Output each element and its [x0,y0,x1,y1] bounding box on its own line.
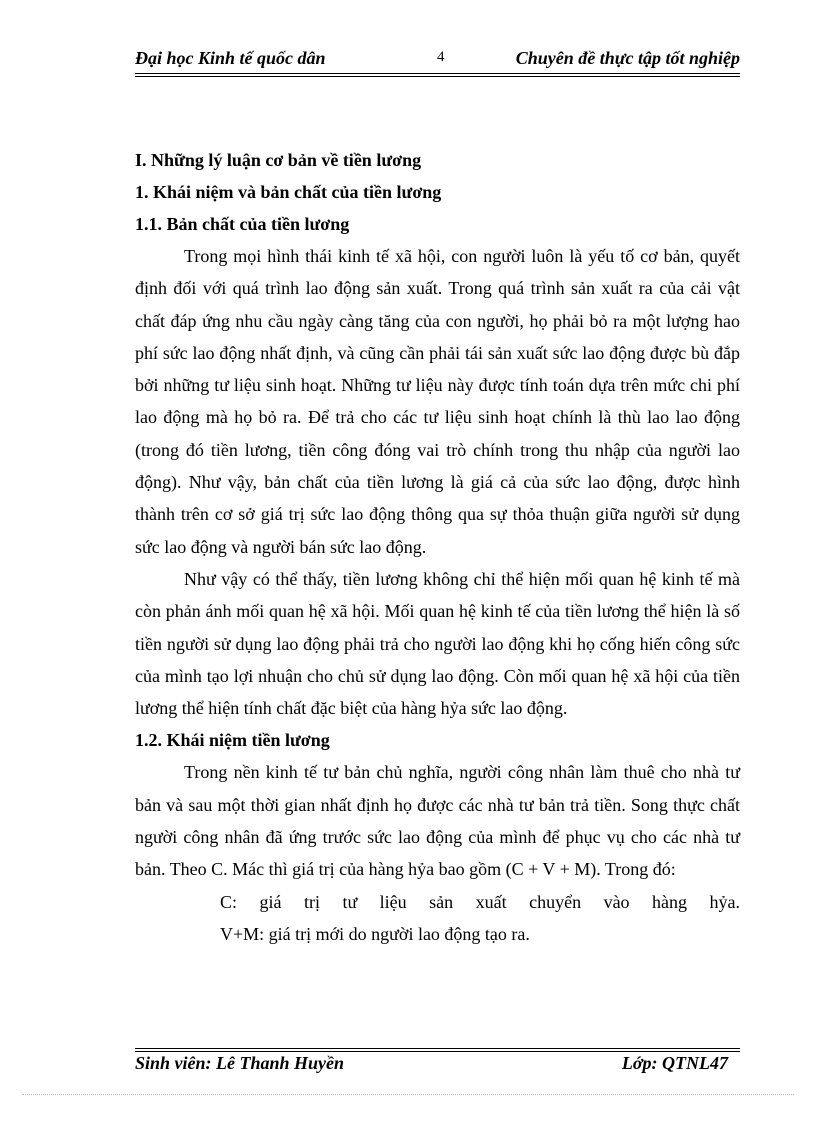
section-heading: I. Những lý luận cơ bản về tiền lương [135,150,422,170]
header-divider [135,73,740,77]
header-doc-type: Chuyên đề thực tập tốt nghiệp [515,48,740,68]
subsubsection-heading-1-2: 1.2. Khái niệm tiền lương [135,730,330,751]
paragraph-3: Trong nền kinh tế tư bản chủ nghĩa, người công nhân làm thuê cho nhà tư bản và sau một thời gian nhất định họ được các nhà tư bản trả tiền. Song thực chất người công nhân đã ứng trước sức lao động của mình để phục vụ cho các nhà tư bản. Theo C. Mác thì giá trị của hàng hỷa bao gồm (C + V + M). Trong đó: [135,762,740,880]
header-university: Đại học Kinh tế quốc dân [135,48,326,68]
formula-c-definition: C: giá trị tư liệu sản xuất chuyển vào hàng hỷa. [220,891,740,912]
subsubsection-heading-1-1: 1.1. Bản chất của tiền lương [135,214,350,234]
subsection-heading: 1. Khái niệm và bản chất của tiền lương [135,182,442,202]
page-header [135,48,740,74]
document-body [135,144,740,950]
footer-class: Lớp: QTNL47 [621,1053,728,1073]
page-boundary-line [22,1094,794,1095]
footer-divider [135,1048,740,1052]
paragraph-2: Như vậy có thể thấy, tiền lương không chỉ thể hiện mối quan hệ kinh tế mà còn phản ánh mối quan hệ xã hội. Mối quan hệ kinh tế của tiền lương thể hiện là số tiền người sử dụng lao động phải trả cho người lao động khi họ cống hiến công sức của mình tạo lợi nhuận cho chủ sử dụng lao động. Còn mối quan hệ xã hội của tiền lương thể hiện tính chất đặc biệt của hàng hỷa sức lao động. [135,568,740,719]
paragraph-1: Trong mọi hình thái kinh tế xã hội, con người luôn là yếu tố cơ bản, quyết định đối với quá trình lao động sản xuất. Trong quá trình sản xuất ra của cải vật chất đáp ứng nhu cầu ngày càng tăng của con người, họ phải bỏ ra một lượng hao phí sức lao động nhất định, và cũng cần phải tái sản xuất sức lao động được bù đắp bởi những tư liệu sinh hoạt. Những tư liệu này được tính toán dựa trên mức chi phí lao động mà họ bỏ ra. Để trả cho các tư liệu sinh hoạt chính là thù lao lao động (trong đó tiền lương, tiền công đóng vai trò chính trong thu nhập của người lao động). Như vậy, bản chất của tiền lương là giá cả của sức lao động, được hình thành trên cơ sở giá trị sức lao động thông qua sự thỏa thuận giữa người sử dụng sức lao động và người bán sức lao động. [135,246,740,557]
formula-definitions [220,886,740,951]
footer-student: Sinh viên: Lê Thanh Huyền [135,1053,345,1073]
formula-vm-definition: V+M: giá trị mới do người lao động tạo ra. [220,923,530,944]
page-number: 4 [437,49,445,65]
page-footer [135,1053,740,1079]
